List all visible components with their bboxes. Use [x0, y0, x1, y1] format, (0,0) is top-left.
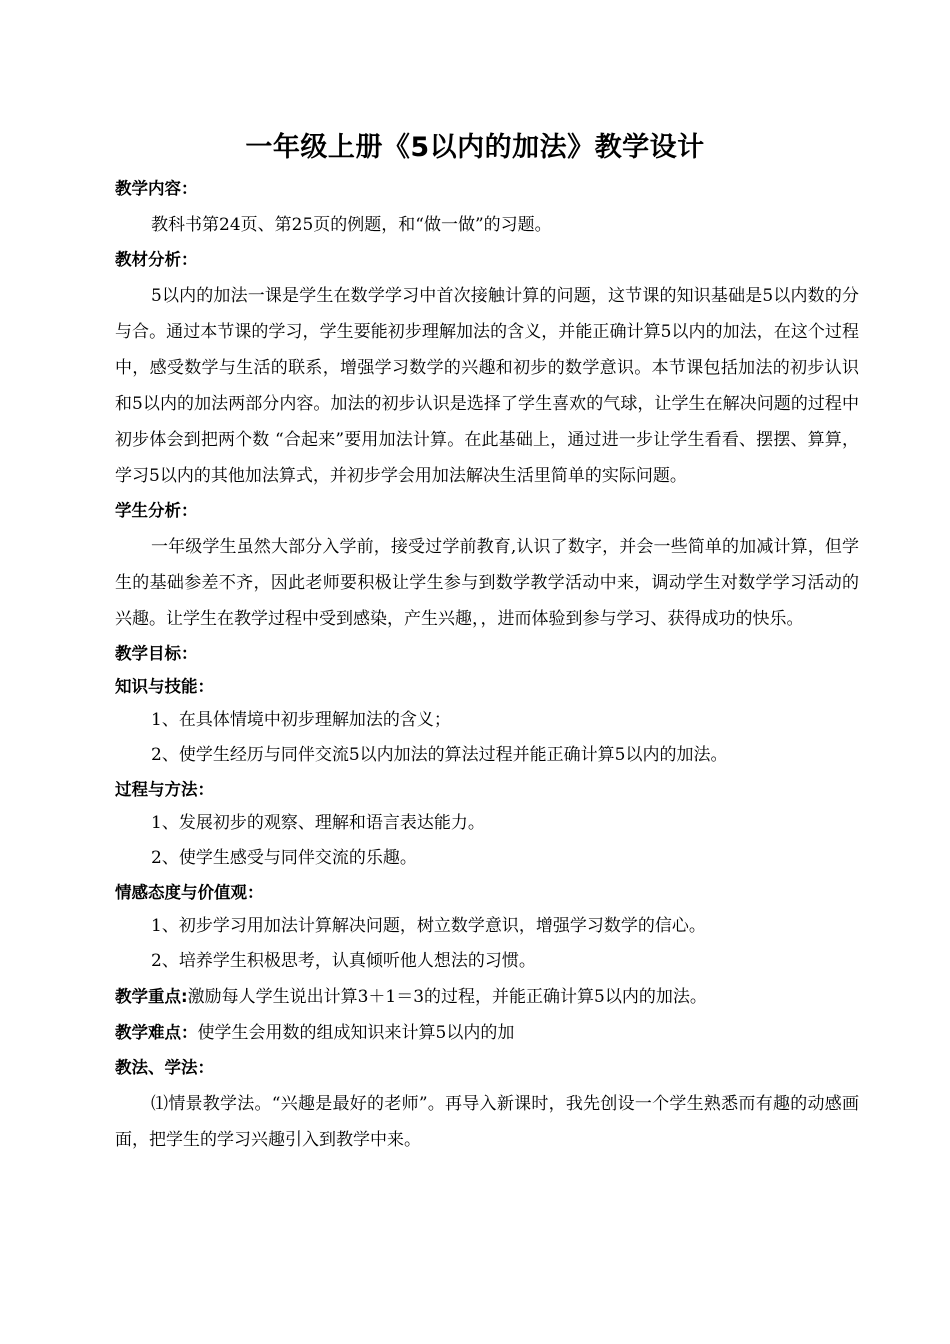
teaching-difficulty-text: 使学生会用数的组成知识来计算5以内的加 — [197, 1023, 515, 1043]
list-item: 1、发展初步的观察、理解和语言表达能力。 — [151, 813, 485, 833]
heading-student-analysis: 学生分析： — [115, 501, 198, 520]
paragraph-teaching-methods: ⑴情景教学法。“兴趣是最好的老师”。再导入新课时，我先创设一个学生熟悉而有趣的动感画面，把学生的学习兴趣引入到教学中来。 — [115, 1094, 859, 1150]
heading-knowledge-skills: 知识与技能： — [115, 677, 214, 696]
teaching-key-point-label: 教学重点: — [115, 987, 188, 1006]
list-item: 2、使学生经历与同伴交流5以内加法的算法过程并能正确计算5以内的加法。 — [151, 745, 728, 765]
document-body — [115, 172, 859, 1158]
document-title: 一年级上册《5以内的加法》教学设计 — [245, 132, 705, 163]
teaching-key-point-text: 激励每人学生说出计算3＋1＝3的过程，并能正确计算5以内的加法。 — [187, 987, 707, 1007]
teaching-key-point — [115, 979, 859, 1015]
paragraph-material-analysis: 5以内的加法一课是学生在数学学习中首次接触计算的问题，这节课的知识基础是5以内数的分与合。通过本节课的学习，学生要能初步理解加法的含义，并能正确计算5以内的加法，在这个过程中，感受数学与生活的联系，增强学习数学的兴趣和初步的数学意识。本节课包括加法的初步认识和5以内的加法两部分内容。加法的初步认识是选择了学生喜欢的气球，让学生在解决问题的过程中初步体会到把两个数 “合起来”要用加法计算。在此基础上，通过进一步让学生看看、摆摆、算算，学习5以内的其他加法算式，并初步学会用加法解决生活里简单的实际问题。 — [115, 286, 859, 486]
list-item: 1、在具体情境中初步理解加法的含义； — [151, 710, 451, 730]
list-item: 1、初步学习用加法计算解决问题，树立数学意识，增强学习数学的信心。 — [151, 916, 706, 936]
teaching-difficulty — [115, 1015, 859, 1051]
heading-emotion-values: 情感态度与价值观： — [115, 883, 264, 902]
heading-teaching-content: 教学内容： — [115, 179, 198, 198]
list-item: 2、使学生感受与同伴交流的乐趣。 — [151, 848, 417, 868]
heading-teaching-goals: 教学目标： — [115, 644, 198, 663]
heading-process-methods: 过程与方法： — [115, 780, 214, 799]
paragraph-teaching-content: 教科书第24页、第25页的例题，和“做一做”的习题。 — [151, 215, 552, 235]
paragraph-student-analysis: 一年级学生虽然大部分入学前，接受过学前教育,认识了数字，并会一些简单的加减计算，但学生的基础参差不齐，因此老师要积极让学生参与到数学教学活动中来，调动学生对数学学习活动的兴趣。让学生在教学过程中受到感染，产生兴趣，，进而体验到参与学习、获得成功的快乐。 — [115, 537, 859, 629]
heading-material-analysis: 教材分析： — [115, 250, 198, 269]
list-item: 2、培养学生积极思考，认真倾听他人想法的习惯。 — [151, 951, 536, 971]
heading-teaching-methods: 教法、学法： — [115, 1058, 214, 1077]
teaching-difficulty-label: 教学难点： — [115, 1023, 198, 1042]
